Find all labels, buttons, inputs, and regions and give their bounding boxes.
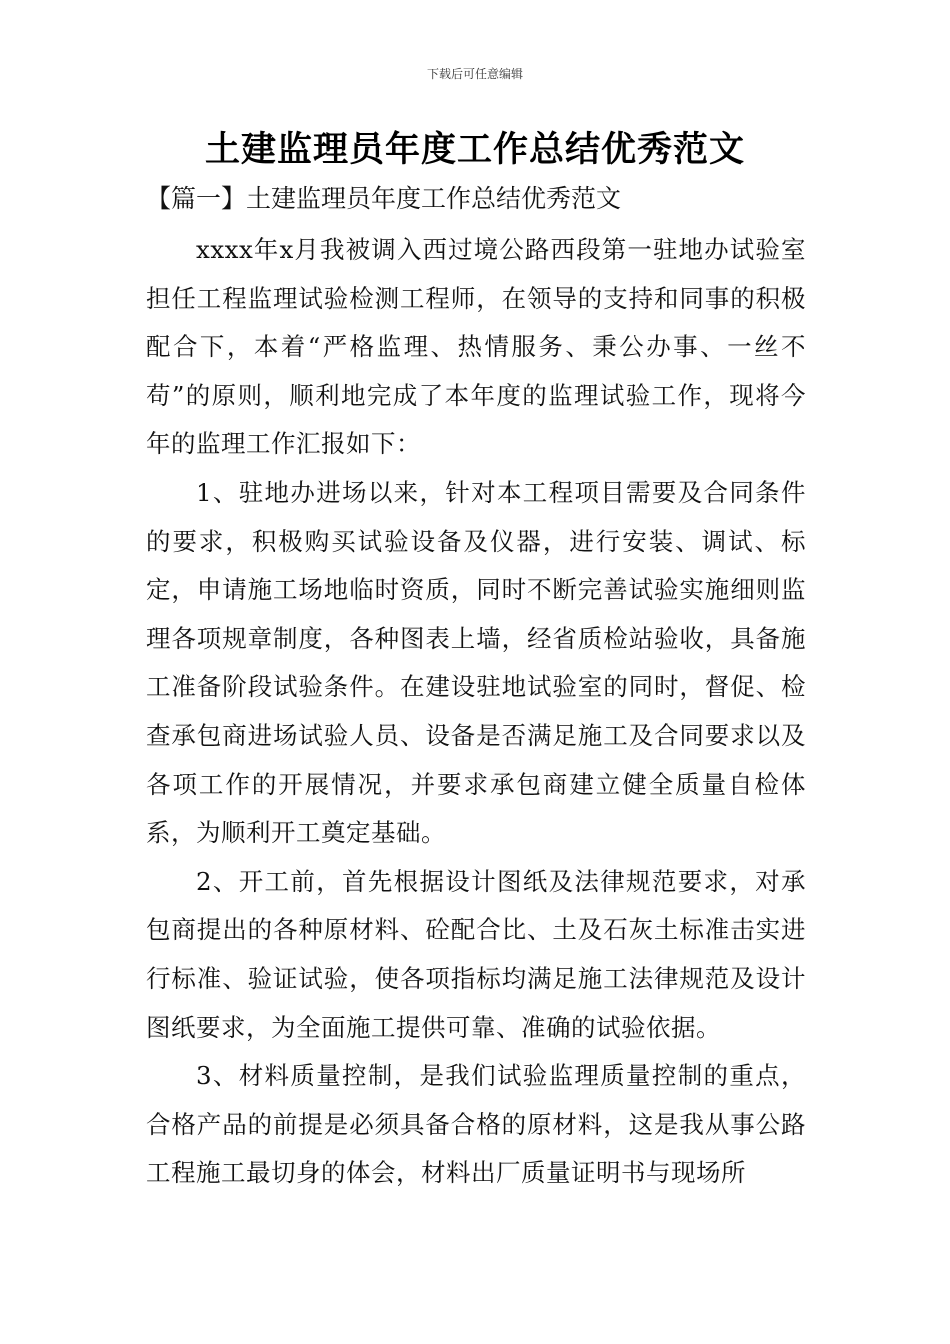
body-text <box>146 226 806 1198</box>
document-title: 土建监理员年度工作总结优秀范文 <box>204 130 745 170</box>
header-note: 下载后可任意编辑 <box>426 67 523 81</box>
paragraph-item-3: 3、材料质量控制，是我们试验监理质量控制的重点，合格产品的前提是必须具备合格的原材料，这是我从事公路工程施工最切身的体会，材料出厂质量证明书与现场所 <box>146 1061 806 1188</box>
paragraph-item-2: 2、开工前，首先根据设计图纸及法律规范要求，对承包商提出的各种原材料、砼配合比、土及石灰土标准击实进行标准、验证试验，使各项指标均满足施工法律规范及设计图纸要求，为全面施工提供可靠、准确的试验依据。 <box>146 866 806 1042</box>
paragraph-item-1: 1、驻地办进场以来，针对本工程项目需要及合同条件的要求，积极购买试验设备及仪器，进行安装、调试、标定，申请施工场地临时资质，同时不断完善试验实施细则监理各项规章制度，各种图表上墙，经省质检站验收，具备施工准备阶段试验条件。在建设驻地试验室的同时，督促、检查承包商进场试验人员、设备是否满足施工及合同要求以及各项工作的开展情况，并要求承包商建立健全质量自检体系，为顺利开工奠定基础。 <box>146 477 806 848</box>
section-heading: 【篇一】土建监理员年度工作总结优秀范文 <box>146 184 622 213</box>
paragraph-intro: xxxx年x月我被调入西过境公路西段第一驻地办试验室担任工程监理试验检测工程师，在领导的支持和同事的积极配合下，本着“严格监理、热情服务、秉公办事、一丝不苟”的原则，顺利地完成了本年度的监理试验工作，现将今年的监理工作汇报如下： <box>146 235 806 459</box>
